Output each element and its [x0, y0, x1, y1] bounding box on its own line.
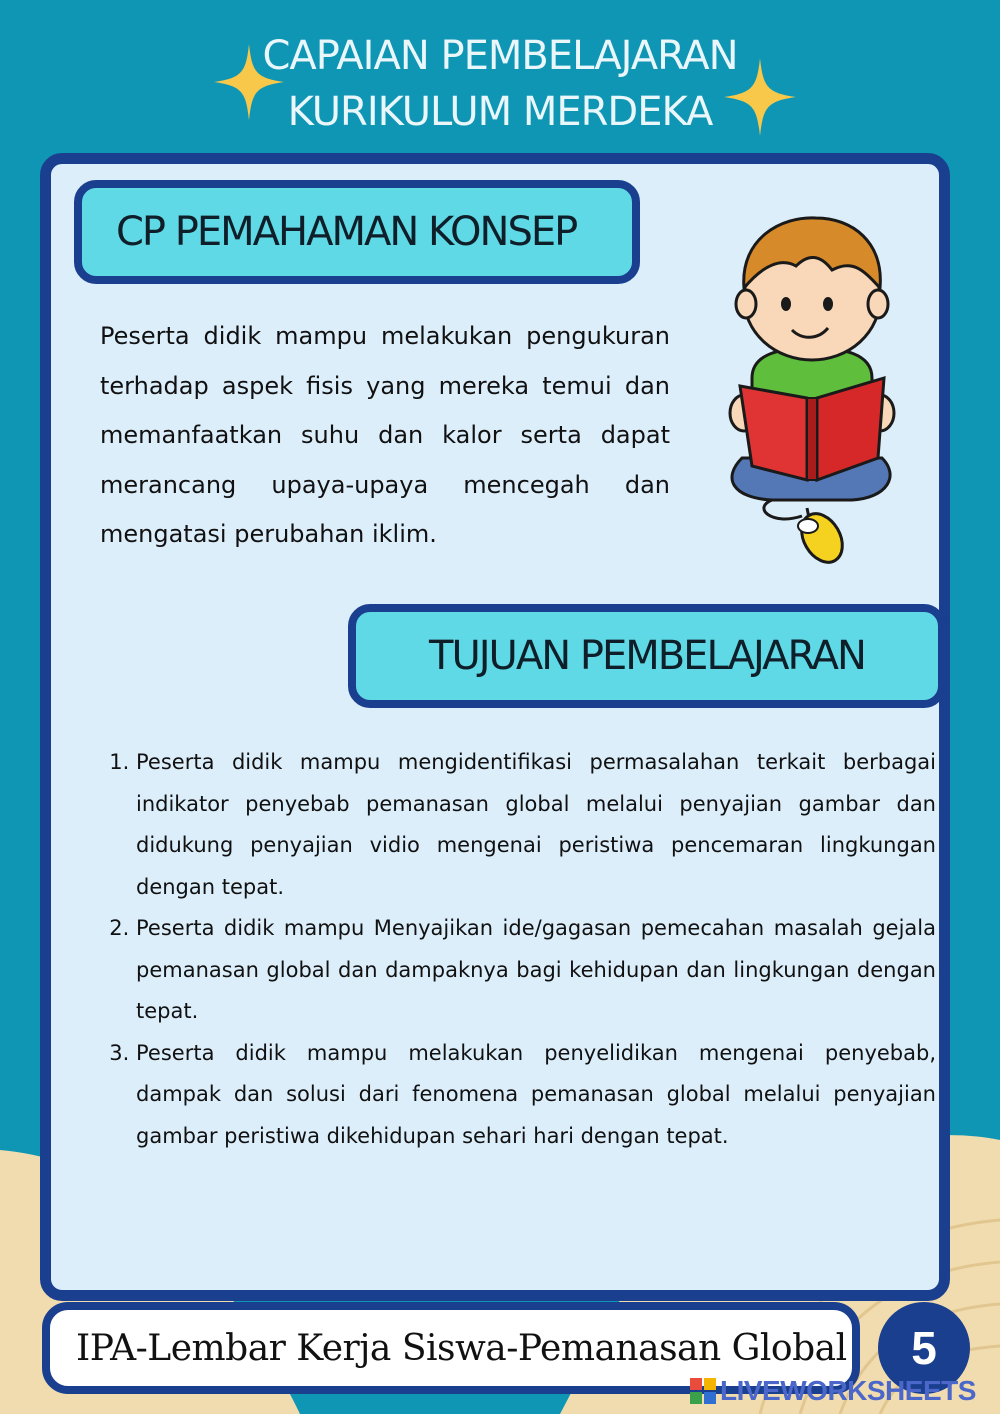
- list-item: 1. Peserta didik mampu mengidentifikasi permasalahan terkait berbagai indikator penyebab pemanasan global melalui penyajian gambar dan didukung penyajian vidio mengenai peristiwa pencemaran lingkungan dengan tepat.: [136, 742, 936, 908]
- tujuan-list: [100, 742, 936, 1157]
- page-number: 5: [878, 1302, 970, 1394]
- sparkle-star-icon: [724, 58, 796, 136]
- cp-description: Peserta didik mampu melakukan pengukuran terhadap aspek fisis yang mereka temui dan memanfaatkan suhu dan kalor serta dapat merancang upaya-upaya mencegah dan mengatasi perubahan iklim.: [100, 322, 670, 548]
- footer-label: IPA-Lembar Kerja Siswa-Pemanasan Global: [42, 1302, 860, 1394]
- liveworksheets-watermark: [690, 1374, 976, 1408]
- watermark-text: LIVEWORKSHEETS: [720, 1375, 976, 1406]
- page-title: [0, 28, 1000, 140]
- sparkle-star-icon: [214, 44, 284, 120]
- tujuan-heading: TUJUAN PEMBELAJARAN: [348, 604, 946, 708]
- title-line-2: KURIKULUM MERDEKA: [287, 89, 713, 135]
- liveworksheets-logo-icon: [690, 1378, 716, 1404]
- title-line-1: CAPAIAN PEMBELAJARAN: [262, 33, 738, 79]
- boy-reading-book-illustration: [712, 208, 912, 578]
- cp-heading: CP PEMAHAMAN KONSEP: [74, 180, 640, 284]
- list-item: 3. Peserta didik mampu melakukan penyelidikan mengenai penyebab, dampak dan solusi dari fenomena pemanasan global melalui penyajian gambar peristiwa dikehidupan sehari hari dengan tepat.: [136, 1033, 936, 1158]
- list-item: 2. Peserta didik mampu Menyajikan ide/gagasan pemecahan masalah gejala pemanasan global dan dampaknya bagi kehidupan dan lingkungan dengan tepat.: [136, 908, 936, 1033]
